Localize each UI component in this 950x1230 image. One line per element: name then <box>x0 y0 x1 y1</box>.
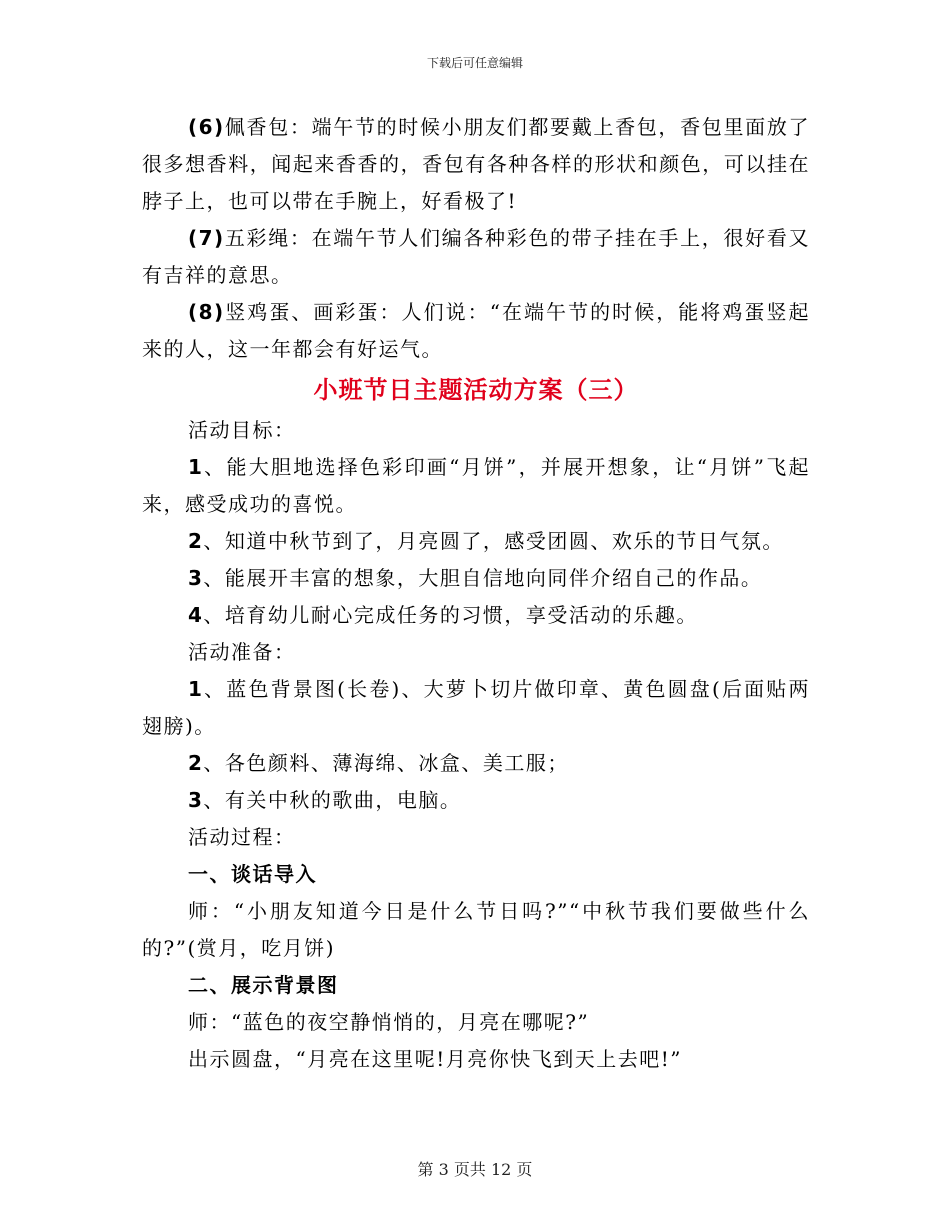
step-2-text: 师：“蓝色的夜空静悄悄的，月亮在哪呢?” <box>188 1010 590 1034</box>
prep-number: 1 <box>188 677 204 701</box>
goal-number: 4 <box>188 603 204 627</box>
page-header: 下载后可任意编辑 <box>426 56 523 70</box>
step-2-text: 出示圆盘，“月亮在这里呢!月亮你快飞到天上去吧!” <box>188 1047 683 1071</box>
prep-number: 3 <box>188 788 204 812</box>
goal-text: 、知道中秋节到了，月亮圆了，感受团圆、欢乐的节日气氛。 <box>203 529 784 553</box>
item-8-number: (8) <box>188 300 225 324</box>
item-8-text: 竖鸡蛋、画彩蛋：人们说：“在端午节的时候，能将鸡蛋竖起来的人，这一年都会有好运气。 <box>142 300 810 361</box>
item-7-paragraph <box>142 220 810 294</box>
goal-item <box>142 523 810 560</box>
goal-text: 、能展开丰富的想象，大胆自信地向同伴介绍自己的作品。 <box>203 566 763 590</box>
goal-item <box>142 449 810 523</box>
item-6-paragraph <box>142 109 810 220</box>
prep-number: 2 <box>188 751 204 775</box>
prep-text: 、有关中秋的歌曲，电脑。 <box>203 788 462 812</box>
item-6-number: (6) <box>188 115 225 139</box>
page-footer: 第 3 页共 12 页 <box>417 1160 533 1179</box>
item-8-paragraph <box>142 294 810 368</box>
goal-text: 、能大胆地选择色彩印画“月饼”，并展开想象，让“月饼”飞起来，感受成功的喜悦。 <box>142 455 810 516</box>
prep-item <box>142 782 810 819</box>
prep-heading: 活动准备： <box>188 640 296 664</box>
document-body <box>142 109 810 1078</box>
section-title: 小班节日主题活动方案（三） <box>313 376 639 404</box>
goal-item <box>142 597 810 634</box>
process-heading: 活动过程： <box>188 825 296 849</box>
item-7-text: 五彩绳：在端午节人们编各种彩色的带子挂在手上，很好看又有吉祥的意思。 <box>142 226 810 287</box>
step-1-title: 一、谈话导入 <box>188 862 317 886</box>
goal-number: 3 <box>188 566 204 590</box>
goals-heading: 活动目标： <box>188 418 296 442</box>
goal-number: 1 <box>188 455 204 479</box>
step-2-title: 二、展示背景图 <box>188 973 339 997</box>
prep-item <box>142 671 810 745</box>
item-7-number: (7) <box>188 226 225 250</box>
prep-text: 、各色颜料、薄海绵、冰盒、美工服； <box>203 751 569 775</box>
goal-text: 、培育幼儿耐心完成任务的习惯，享受活动的乐趣。 <box>203 603 698 627</box>
prep-item <box>142 745 810 782</box>
prep-text: 、蓝色背景图(长卷)、大萝卜切片做印章、黄色圆盘(后面贴两翅膀)。 <box>142 677 810 738</box>
goal-number: 2 <box>188 529 204 553</box>
goal-item <box>142 560 810 597</box>
item-6-text: 佩香包：端午节的时候小朋友们都要戴上香包，香包里面放了很多想香料，闻起来香香的，香包有各种各样的形状和颜色，可以挂在脖子上，也可以带在手腕上，好看极了! <box>142 115 810 213</box>
step-1-text: 师：“小朋友知道今日是什么节日吗?”“中秋节我们要做些什么的?”(赏月，吃月饼) <box>142 899 810 960</box>
